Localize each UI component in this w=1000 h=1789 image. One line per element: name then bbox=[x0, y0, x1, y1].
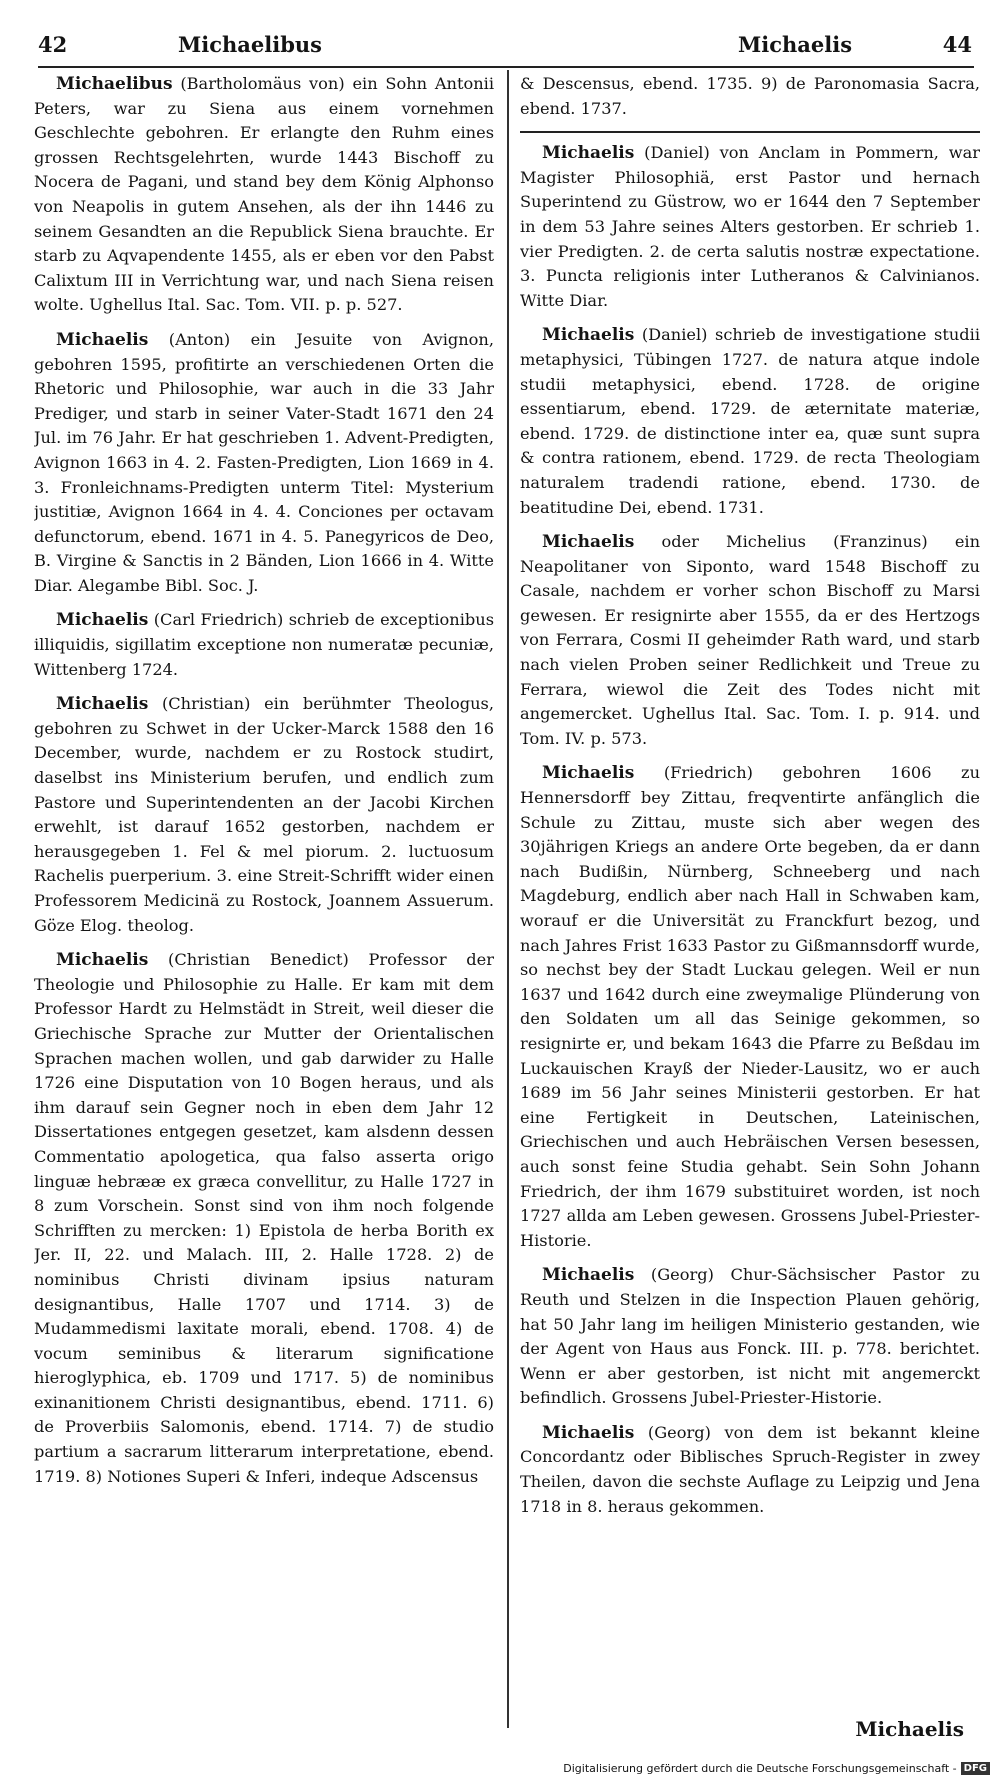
left-column bbox=[34, 72, 494, 1722]
entry-paragraph bbox=[520, 1263, 980, 1411]
entry-text: (Daniel) schrieb de investigatione studii metaphysici, Tübingen 1727. de natura atque indole studii metaphysici, ebend. 1728. de origine essentiarum, ebend. 1729. de æternitate materiæ, ebend. 1729. de distinctione inter ea, quæ sunt supra & contra rationem, ebend. 1729. de recta Theologiam naturalem tradendi ratione, ebend. 1730. de beatitudine Dei, ebend. 1731. bbox=[520, 325, 980, 517]
entry-paragraph bbox=[520, 1421, 980, 1519]
page-number-right: 44 bbox=[942, 32, 972, 57]
entry-text: (Carl Friedrich) schrieb de exceptionibus illiquidis, sigillatim exceptione non numeratæ pecuniæ, Wittenberg 1724. bbox=[34, 610, 494, 679]
entry-headword: Michaelis bbox=[542, 1422, 635, 1443]
page-number-left: 42 bbox=[38, 32, 68, 57]
entry-paragraph bbox=[520, 141, 980, 313]
footer-text: Digitalisierung gefördert durch die Deutsche Forschungsgemeinschaft - bbox=[563, 1762, 957, 1775]
entry-separator bbox=[520, 131, 980, 133]
entry-text: (Friedrich) gebohren 1606 zu Hennersdorff bey Zittau, freqventirte anfänglich die Schule zu Zittau, muste sich aber wegen des 30jährigen Kriegs an andere Orte begeben, da er dann nach Budißin, Nürnberg, Schneeberg und nach Magdeburg, endlich aber nach Hall in Schwaben kam, worauf er die Universität zu Franckfurt bezog, und nach Jahres Frist 1633 Pastor zu Gißmannsdorff wurde, so nechst bey der Stadt Luckau gelegen. Weil er nun 1637 und 1642 durch eine zweymalige Plünderung von den Soldaten um all das Seinige gekommen, so resignirte er, und bekam 1643 die Pfarre zu Beßdau im Luckauischen Krayß der Nieder-Lausitz, wo er auch 1689 im 56 Jahr seines Ministerii gestorben. Er hat eine Fertigkeit in Deutschen, Lateinischen, Griechischen und auch Hebräischen Versen besessen, auch sonst feine Studia gehabt. Sein Sohn Johann Friedrich, der ihm 1679 substituiret worden, ist noch 1727 allda am Leben gewesen. Grossens Jubel-Priester-Historie. bbox=[520, 763, 980, 1250]
entry-headword: Michaelibus bbox=[56, 74, 173, 94]
column-divider bbox=[507, 70, 509, 1728]
entry-text: (Daniel) von Anclam in Pommern, war Magister Philosophiä, erst Pastor und hernach Superintend zu Güstrow, wo er 1644 den 7 September in dem 53 Jahre seines Alters gestorben. Er schrieb 1. vier Predigten. 2. de certa salutis nostræ expectatione. 3. Puncta religionis inter Lutheranos & Calvinianos. Witte Diar. bbox=[520, 143, 980, 310]
entry-headword: Michaelis bbox=[542, 143, 635, 164]
entry-text: (Georg) Chur-Sächsischer Pastor zu Reuth und Stelzen in die Inspection Plauen gehörig, hat 50 Jahr lang im heiligen Ministerio gestanden, wie der Agent von Haus aus Fonck. III. p. 778. berichtet. Wenn er aber gestorben, ist nicht mit angemerckt befindlich. Grossens Jubel-Priester-Historie. bbox=[520, 1265, 980, 1408]
entry-paragraph bbox=[520, 530, 980, 751]
dfg-logo: DFG bbox=[961, 1762, 990, 1775]
entry-paragraph bbox=[34, 948, 494, 1489]
entry-text: oder Michelius (Franzinus) ein Neapolitaner von Siponto, ward 1548 Bischoff zu Casale, nachdem er vorher schon Bischoff zu Marsi gewesen. Er resignirte aber 1555, da er des Hertzogs von Ferrara, Cosmi II geheimder Rath ward, und starb nach vielen Proben seiner Redlichkeit und Treue zu Ferrara, wiewol die Zeit des Todes nicht mit angemercket. Ughellus Ital. Sac. Tom. I. p. 914. und Tom. IV. p. 573. bbox=[520, 532, 980, 748]
entry-paragraph bbox=[520, 72, 980, 121]
entry-paragraph bbox=[34, 328, 494, 599]
entry-headword: Michaelis bbox=[56, 610, 149, 631]
entry-text: (Anton) ein Jesuite von Avignon, gebohren 1595, profitirte an verschiedenen Orten die Rhetoric und Philosophie, war auch in die 33 Jahr Prediger, und starb in seiner Vater-Stadt 1671 den 24 Jul. im 76 Jahr. Er hat geschrieben 1. Advent-Predigten, Avignon 1663 in 4. 2. Fasten-Predigten, Lion 1669 in 4. 3. Fronleichnams-Predigten unterm Titel: Mysterium justitiæ, Avignon 1664 in 4. 4. Conciones per octavam defunctorum, ebend. 1671 in 4. 5. Panegyricos de Deo, B. Virgine & Sanctis in 2 Bänden, Lion 1666 in 4. Witte Diar. Alegambe Bibl. Soc. J. bbox=[34, 329, 494, 595]
entry-paragraph bbox=[520, 761, 980, 1253]
entry-paragraph bbox=[34, 72, 494, 318]
entry-paragraph bbox=[34, 692, 494, 938]
entry-text: (Bartholomäus von) ein Sohn Antonii Peters, war zu Siena aus einem vornehmen Geschlechte gebohren. Er erlangte den Ruhm eines grossen Rechtsgelehrten, wurde 1443 Bischoff zu Nocera de Pagani, und stand bey dem König Alphonso von Neapolis in gutem Ansehen, als der ihn 1446 zu seinem Gesandten an die Republick Siena brauchte. Er starb zu Aqvapendente 1455, als er eben vor den Pabst Calixtum III in Verrichtung war, und nach Siena reisen wolte. Ughellus Ital. Sac. Tom. VII. p. p. 527. bbox=[34, 74, 494, 315]
entry-headword: Michaelis bbox=[56, 329, 149, 350]
entry-headword: Michaelis bbox=[542, 325, 635, 346]
catchword: Michaelis bbox=[855, 1717, 964, 1741]
entry-headword: Michaelis bbox=[542, 1265, 635, 1286]
right-column bbox=[520, 72, 980, 1722]
entry-headword: Michaelis bbox=[542, 532, 635, 553]
running-head-left: Michaelibus bbox=[178, 32, 322, 57]
footer-credit bbox=[563, 1762, 990, 1775]
entry-headword: Michaelis bbox=[56, 694, 149, 715]
entry-text: (Georg) von dem ist bekannt kleine Concordantz oder Biblisches Spruch-Register in zwey Theilen, davon die sechste Auflage zu Leipzig und Jena 1718 in 8. heraus gekommen. bbox=[520, 1422, 980, 1516]
entry-paragraph bbox=[34, 608, 494, 682]
entry-paragraph bbox=[520, 323, 980, 520]
page-header bbox=[38, 26, 974, 68]
entry-text: (Christian) ein berühmter Theologus, gebohren zu Schwet in der Ucker-Marck 1588 den 16 December, wurde, nachdem er zu Rostock studirt, daselbst ins Ministerium berufen, und endlich zum Pastore und Superintendenten an der Jacobi Kirchen erwehlt, ist darauf 1652 gestorben, nachdem er herausgegeben 1. Fel & mel piorum. 2. luctuosum Rachelis puerperium. 3. eine Streit-Schrifft wider einen Professorem Medicinä zu Rostock, Joannem Assuerum. Göze Elog. theolog. bbox=[34, 694, 494, 935]
entry-headword: Michaelis bbox=[542, 763, 635, 784]
entry-text: & Descensus, ebend. 1735. 9) de Paronomasia Sacra, ebend. 1737. bbox=[520, 74, 980, 118]
running-head-right: Michaelis bbox=[738, 32, 853, 57]
entry-headword: Michaelis bbox=[56, 950, 149, 971]
entry-text: (Christian Benedict) Professor der Theologie und Philosophie zu Halle. Er kam mit dem Professor Hardt zu Helmstädt in Streit, weil dieser die Griechische Sprache zur Mutter der Orientalischen Sprachen machen wollen, und gab darwider zu Halle 1726 eine Disputation von 10 Bogen heraus, und als ihm darauf sein Gegner noch in eben dem Jahr 12 Dissertationes entgegen gesetzet, kam alsdenn dessen Commentatio apologetica, qua falso asserta origo linguæ hebrææ ex græca convellitur, zu Halle 1727 in 8 zum Vorschein. Sonst sind von ihm noch folgende Schrifften zu mercken: 1) Epistola de herba Borith ex Jer. II, 22. und Malach. III, 2. Halle 1728. 2) de nominibus Christi divinam ipsius naturam designantibus, Halle 1707 und 1714. 3) de Mudammedismi laxitate morali, ebend. 1708. 4) de vocum seminibus & literarum significatione hieroglyphica, eb. 1709 und 1717. 5) de nominibus exinanitionem Christi designantibus, ebend. 1711. 6) de Proverbiis Salomonis, ebend. 1714. 7) de studio partium a sacrarum litterarum interpretatione, ebend. 1719. 8) Notiones Superi & Inferi, indeque Adscensus bbox=[34, 950, 494, 1486]
